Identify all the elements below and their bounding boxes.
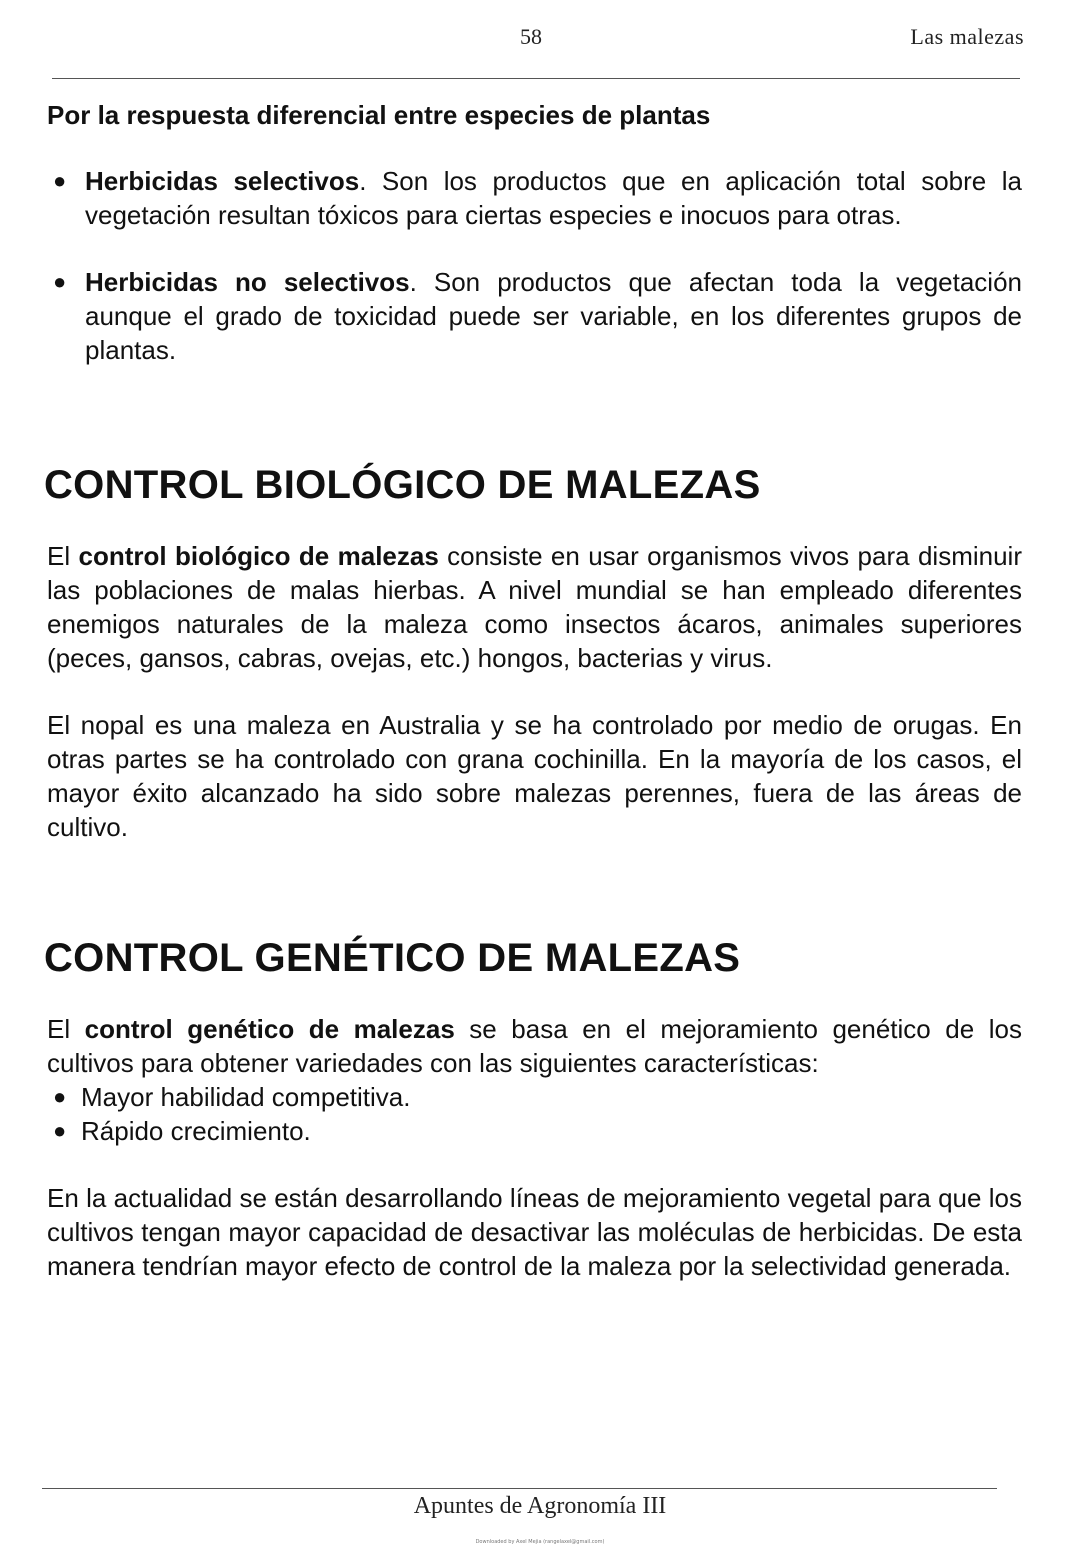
characteristic-text: Rápido crecimiento.: [81, 1116, 311, 1146]
section-title-biological-control: CONTROL BIOLÓGICO DE MALEZAS: [44, 463, 761, 507]
page-body: [44, 98, 1022, 1283]
subheading-differential-response: Por la respuesta diferencial entre especies de plantas: [47, 100, 711, 130]
bullet-icon: ●: [53, 1118, 67, 1143]
list-item: [47, 265, 1022, 367]
bullet-icon: ●: [53, 1084, 67, 1109]
genetic-control-paragraph-2: En la actualidad se están desarrollando líneas de mejoramiento vegetal para que los cultivos tengan mayor capacidad de desactivar las moléculas de herbicidas. De esta manera tendrían mayor efecto de control de la maleza por la selectividad generada.: [47, 1183, 1022, 1281]
crop-characteristics-list: [47, 1080, 1022, 1148]
section-title-genetic-control: CONTROL GENÉTICO DE MALEZAS: [44, 936, 741, 980]
characteristic-text: Mayor habilidad competitiva.: [81, 1082, 411, 1112]
biological-control-paragraph-1: [47, 539, 1022, 675]
term-selective-herbicides: Herbicidas selectivos: [85, 166, 360, 196]
genetic-control-paragraph-1: [47, 1012, 1022, 1080]
list-item: [47, 1080, 1022, 1114]
list-item: [47, 1114, 1022, 1148]
bullet-icon: ●: [53, 168, 67, 193]
book-title-footer: Apuntes de Agronomía III: [413, 1493, 667, 1519]
download-note: Downloaded by Axel Mejia (rangelaxel@gmail.com): [475, 1539, 605, 1545]
herbicide-type-list: [47, 164, 1022, 367]
definition-non-selective-herbicides: . Son productos que afectan toda la vegetación aunque el grado de toxicidad puede ser variable, en los diferentes grupos de plantas.: [85, 267, 1022, 365]
footer-rule: [42, 1488, 997, 1489]
term-biological-control: control biológico de malezas: [78, 541, 439, 571]
bullet-icon: ●: [53, 269, 67, 294]
chapter-title: Las malezas: [910, 24, 1024, 49]
running-header: [0, 24, 1080, 54]
term-genetic-control: control genético de malezas: [84, 1014, 455, 1044]
list-item: [47, 164, 1022, 232]
header-rule: [52, 78, 1020, 79]
paragraph-lead: El: [47, 1014, 85, 1044]
biological-control-paragraph-2: El nopal es una maleza en Australia y se ha controlado por medio de orugas. En otras partes se ha controlado con grana cochinilla. En la mayoría de los casos, el mayor éxito alcanzado ha sido sobre malezas perennes, fuera de las áreas de cultivo.: [47, 710, 1022, 842]
paragraph-lead: El: [47, 541, 79, 571]
page-number: 58: [520, 24, 542, 49]
definition-selective-herbicides: . Son los productos que en aplicación total sobre la vegetación resultan tóxicos para ciertas especies e inocuos para otras.: [85, 166, 1022, 230]
paragraph-text: consiste en usar organismos vivos para disminuir las poblaciones de malas hierbas. A nivel mundial se han empleado diferentes enemigos naturales de la maleza como insectos ácaros, animales superiores (peces, gansos, cabras, ovejas, etc.) hongos, bacterias y virus.: [47, 541, 1022, 673]
term-non-selective-herbicides: Herbicidas no selectivos: [85, 267, 410, 297]
paragraph-text: se basa en el mejoramiento genético de los cultivos para obtener variedades con las siguientes características:: [47, 1014, 1022, 1078]
